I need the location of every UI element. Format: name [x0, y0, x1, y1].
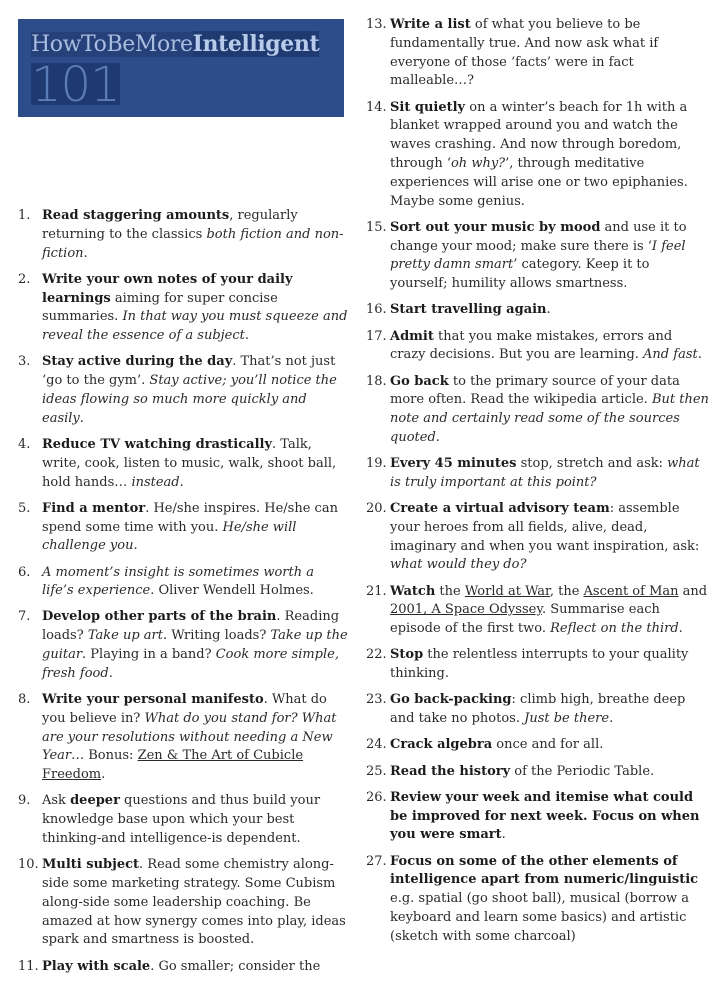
list-item — [18, 856, 348, 950]
item-text: . — [501, 827, 506, 843]
item-heading: Sit quietly — [390, 99, 466, 115]
item-heading: Multi subject — [42, 857, 140, 873]
item-link[interactable]: World at War — [464, 583, 550, 599]
item-emphasis: He/she will challenge you — [42, 519, 297, 554]
item-number: 26. — [366, 789, 387, 805]
item-number: 6. — [18, 564, 31, 580]
item-number: 24. — [366, 737, 387, 753]
item-text: to the primary source of your data more often. Read the wikipedia article. — [390, 373, 680, 408]
item-text: questions and thus build your knowledge base upon which your best thinking-and intelligence-is dependent. — [42, 793, 321, 847]
item-text: stop, stretch and ask: — [516, 456, 668, 472]
item-text: . Writing loads? — [162, 628, 271, 644]
list-item — [18, 271, 348, 346]
item-number: 1. — [18, 208, 31, 223]
item-text: , the — [549, 583, 584, 599]
item-text: . — [244, 328, 250, 344]
left-column — [18, 207, 348, 984]
list-item — [366, 328, 711, 366]
item-text: . Go smaller; consider the — [150, 958, 321, 974]
item-heading: Read staggering amounts — [42, 208, 230, 223]
tips-list-right — [366, 16, 711, 947]
list-item — [366, 789, 711, 845]
item-emphasis: oh why? — [450, 155, 506, 171]
item-number: 18. — [366, 373, 387, 389]
item-emphasis: what is truly important at this point? — [390, 456, 700, 490]
item-number: 27. — [366, 853, 387, 869]
item-heading: Write a list — [390, 17, 471, 32]
item-number: 13. — [366, 17, 387, 32]
list-item — [18, 564, 348, 602]
item-heading: Stop — [390, 647, 424, 663]
list-item — [18, 608, 348, 683]
list-item — [18, 436, 348, 492]
item-number: 17. — [366, 328, 387, 344]
item-text: and — [678, 583, 708, 599]
item-text: of what you believe to be fundamentally true. And now ask what if everyone of those ‘facts’ were in fact malleable…? — [390, 17, 659, 89]
item-text: . — [108, 665, 113, 681]
item-number: 10. — [18, 857, 39, 873]
item-number: 14. — [366, 99, 387, 115]
list-item — [366, 455, 711, 493]
item-text: . Read some chemistry along-side some marketing strategy. Some Cubism along-side some leadership coaching. Be amazed at how synergy comes into play, ideas spark and smartness is boosted. — [42, 857, 346, 948]
item-text: . — [79, 410, 84, 426]
banner-title-light: HowToBeMore — [31, 32, 193, 57]
item-heading: Read the history — [390, 763, 511, 779]
item-emphasis: what would they do? — [390, 557, 527, 573]
item-number: 8. — [18, 692, 31, 708]
item-heading: deeper — [70, 793, 120, 809]
list-item — [18, 353, 348, 428]
item-emphasis: Stay active; you’ll notice the ideas flowing so much more quickly and easily — [42, 373, 337, 426]
item-text: . Summarise each episode of the first two. — [390, 602, 660, 637]
banner-title — [31, 31, 319, 58]
item-text: : climb high, breathe deep and take no photos. — [390, 692, 686, 727]
item-text: . Talk, write, cook, listen to music, walk, shoot ball, hold hands… — [42, 436, 337, 490]
item-text: . He/she inspires. He/she can spend some time with you. — [42, 500, 338, 535]
list-item — [366, 99, 711, 212]
item-number: 3. — [18, 354, 31, 370]
item-link[interactable]: Ascent of Man — [583, 583, 679, 599]
item-heading: Find a mentor — [42, 500, 146, 516]
list-item — [366, 500, 711, 575]
item-number: 20. — [366, 501, 387, 517]
item-text: . — [101, 767, 106, 783]
item-text: . — [546, 302, 551, 318]
list-item — [366, 583, 711, 639]
list-item — [366, 853, 711, 947]
item-text: . — [697, 347, 702, 363]
item-text: the — [435, 583, 465, 599]
item-heading: Write your own notes of your daily learnings — [42, 271, 293, 306]
item-emphasis: Take up the guitar — [42, 628, 348, 663]
item-number: 5. — [18, 500, 31, 516]
item-heading: Every 45 minutes — [390, 456, 517, 472]
item-text: Ask — [42, 793, 71, 809]
item-text: of the Periodic Table. — [510, 763, 655, 779]
item-heading: Go back-packing — [390, 692, 512, 708]
item-text: . What do you believe in? — [42, 692, 327, 726]
item-heading: Focus on some of the other elements of intelligence apart from numeric/linguistic — [390, 853, 699, 888]
item-number: 19. — [366, 456, 387, 472]
list-item — [366, 301, 711, 320]
list-item — [366, 691, 711, 729]
item-text: e.g. spatial (go shoot ball), musical (borrow a keyboard and learn some basics) and artistic (sketch with some charcoal) — [390, 891, 690, 944]
item-number: 16. — [366, 302, 387, 318]
item-heading: Start travelling again — [390, 302, 547, 318]
tips-list-left — [18, 207, 348, 976]
item-emphasis: instead — [131, 474, 180, 490]
item-emphasis: Take up art — [87, 628, 163, 644]
item-emphasis: What do you stand for? What are your resolutions without needing a New Year… — [42, 710, 337, 764]
item-text: aiming for super concise summaries. — [42, 290, 278, 325]
list-item — [366, 736, 711, 755]
list-item — [366, 646, 711, 684]
item-number: 21. — [366, 583, 387, 599]
list-item — [18, 691, 348, 785]
list-item — [366, 219, 711, 294]
item-heading: Stay active during the day — [42, 354, 233, 370]
item-text: ’, through meditative experiences will arise one or two epiphanies. Maybe some genius. — [390, 155, 688, 209]
item-emphasis: In that way you must squeeze and reveal the essence of a subject — [42, 309, 348, 344]
item-emphasis: Cook more simple, fresh food — [42, 647, 339, 681]
item-text: once and for all. — [492, 737, 604, 753]
list-item — [18, 792, 348, 848]
item-heading: Crack algebra — [390, 737, 493, 753]
item-heading: Write your personal manifesto — [42, 692, 264, 708]
item-heading: Play with scale — [42, 958, 151, 974]
item-emphasis: But then note and certainly read some of the sources quoted — [390, 392, 709, 445]
item-link[interactable]: Zen & The Art of Cubicle Freedom — [42, 748, 304, 783]
item-link[interactable]: 2001, A Space Odyssey — [390, 602, 542, 618]
item-emphasis: I feel pretty damn smart — [390, 238, 686, 273]
banner-title-bold: Intelligent — [192, 31, 320, 57]
item-heading: Develop other parts of the brain — [42, 609, 277, 625]
item-heading: Admit — [390, 328, 434, 344]
item-text: . — [609, 711, 614, 727]
item-number: 11. — [18, 958, 39, 974]
list-item — [18, 958, 348, 977]
item-number: 4. — [18, 436, 31, 452]
item-heading: Reduce TV watching drastically — [42, 436, 273, 452]
item-text: on a winter’s beach for 1h with a blanket wrapped around you and watch the waves crashing. And now through boredom, through ‘ — [390, 99, 688, 171]
list-item — [366, 763, 711, 782]
item-text: . — [678, 621, 683, 637]
item-text: . That’s not just ‘go to the gym’. — [42, 354, 336, 389]
item-text: . — [83, 245, 88, 261]
list-item — [366, 16, 711, 91]
item-text: ’ category. Keep it to yourself; humility allows smartness. — [390, 257, 650, 292]
item-text: . — [133, 538, 138, 554]
list-item — [366, 373, 711, 448]
item-text: . Playing in a band? — [82, 647, 216, 663]
item-text: . Oliver Wendell Holmes. — [150, 583, 314, 599]
item-text: . — [179, 474, 184, 490]
item-number: 23. — [366, 692, 387, 708]
item-emphasis: And fast — [643, 347, 698, 363]
list-item — [18, 500, 348, 556]
title-banner — [18, 19, 344, 117]
item-heading: Create a virtual advisory team — [390, 501, 610, 517]
item-text: . Reading loads? — [42, 609, 340, 644]
item-text: that you make mistakes, errors and crazy decisions. But you are learning. — [390, 328, 673, 363]
right-column — [366, 16, 711, 954]
item-heading: Go back — [390, 373, 449, 389]
item-emphasis: A moment’s insight is sometimes worth a life’s experience — [42, 564, 314, 599]
list-item — [18, 207, 348, 263]
item-text: and use it to change your mood; make sure there is ‘ — [390, 219, 687, 254]
item-number: 15. — [366, 219, 387, 235]
item-heading: Watch — [390, 583, 436, 599]
item-number: 25. — [366, 763, 387, 779]
item-text: Bonus: — [84, 748, 138, 764]
item-text: : assemble your heroes from all fields, alive, dead, imaginary and when you want inspiration, ask: — [390, 501, 700, 554]
item-number: 2. — [18, 271, 31, 287]
item-emphasis: both fiction and non-fiction — [42, 226, 344, 261]
item-text: , regularly returning to the classics — [42, 208, 298, 242]
item-text: the relentless interrupts to your quality thinking. — [390, 647, 689, 682]
item-heading: Sort out your music by mood — [390, 219, 601, 235]
item-number: 9. — [18, 793, 31, 809]
item-text: . — [435, 429, 440, 445]
item-heading: Review your week and itemise what could be improved for next week. Focus on when you were smart — [390, 789, 700, 843]
item-emphasis: Reflect on the third — [550, 621, 679, 637]
item-number: 7. — [18, 609, 31, 625]
item-number: 22. — [366, 647, 387, 663]
item-emphasis: Just be there — [524, 711, 610, 727]
banner-number: 101 — [31, 57, 120, 113]
